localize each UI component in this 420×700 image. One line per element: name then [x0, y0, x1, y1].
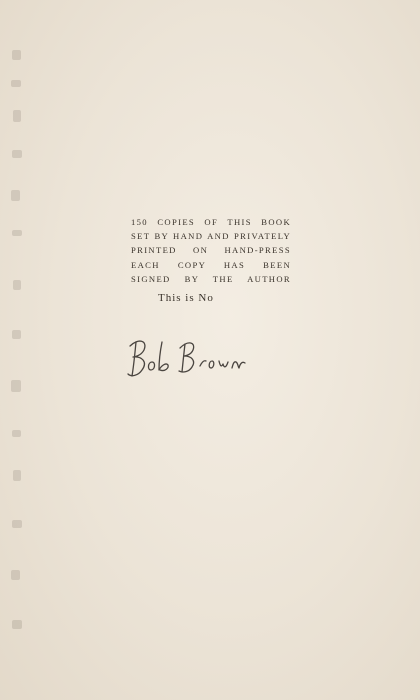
colophon-line: SIGNED BY THE AUTHOR — [131, 273, 291, 284]
colophon-line: 150 COPIES OF THIS BOOK — [131, 217, 291, 227]
colophon-line: SET BY HAND AND PRIVATELY — [131, 231, 291, 242]
limitation-statement — [131, 215, 291, 286]
colophon-line: PRINTED ON HAND-PRESS — [131, 245, 291, 256]
show-through-strip — [6, 40, 28, 660]
colophon-line: EACH COPY HAS BEEN — [131, 259, 291, 270]
copy-number-label — [158, 292, 214, 304]
copy-number-text: This is No — [158, 292, 214, 304]
author-signature-icon — [118, 330, 268, 390]
